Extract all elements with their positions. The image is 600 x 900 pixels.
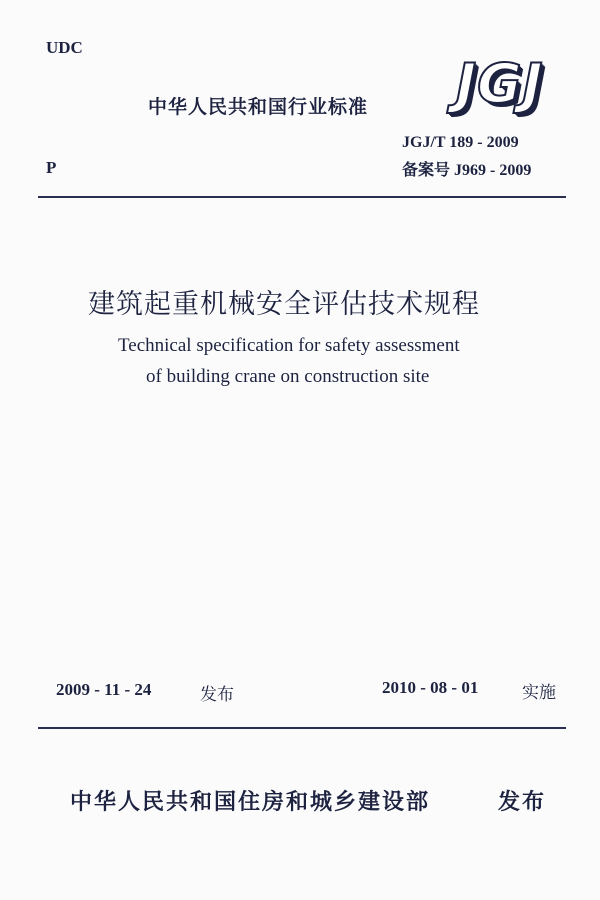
top-divider [38,196,566,198]
implementation-label: 实施 [522,683,556,703]
record-number: 备案号 J969 - 2009 [402,162,532,179]
jgj-logo: JGJ [456,52,544,115]
publish-label: 发布 [498,790,547,815]
issue-label: 发布 [200,685,234,705]
publisher: 中华人民共和国住房和城乡建设部 [70,790,431,815]
implementation-date: 2010 - 08 - 01 [382,678,479,697]
document-title-chinese: 建筑起重机械安全评估技术规程 [88,289,480,320]
document-title-english-line2: of building crane on construction site [146,366,430,387]
standard-number: JGJ/T 189 - 2009 [402,134,519,151]
udc-label: UDC [46,38,83,57]
document-title-english-line1: Technical specification for safety assessment [118,335,460,356]
classification-mark: P [46,158,57,177]
bottom-divider [38,727,566,729]
standard-type: 中华人民共和国行业标准 [148,96,369,118]
issue-date: 2009 - 11 - 24 [56,680,152,699]
